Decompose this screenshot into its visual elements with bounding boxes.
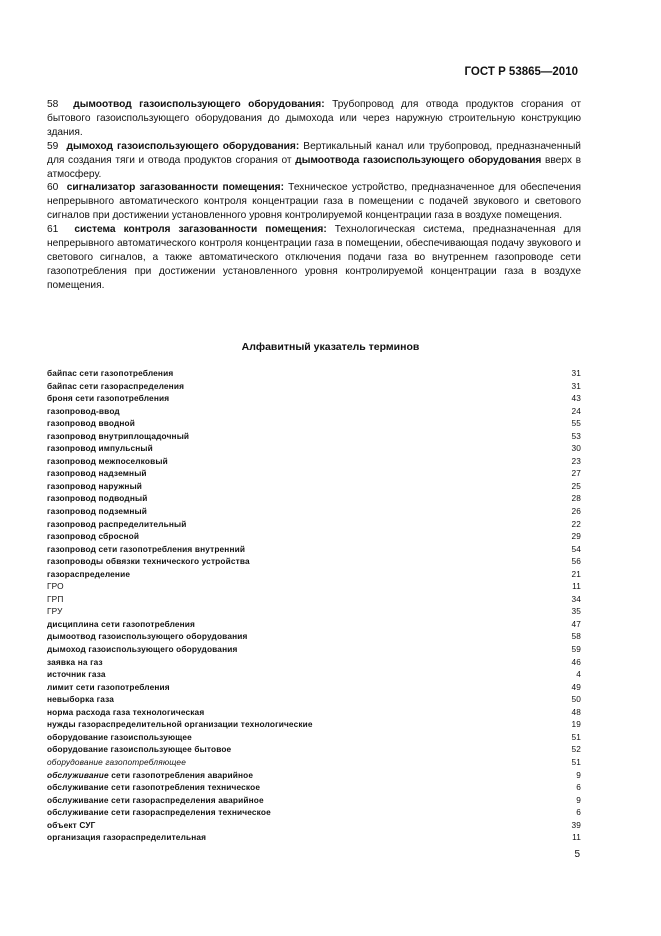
index-entry <box>47 605 581 618</box>
index-entry <box>47 819 581 832</box>
index-page-ref: 48 <box>571 706 581 717</box>
definition-term: дымоотвод газоиспользующего оборудования: <box>73 99 325 110</box>
index-page-ref: 47 <box>571 618 581 629</box>
definition-text: Трубопровод для отвода продуктов сгорания от бытового газоиспользующего оборудования до дымохода или через наружную строительную конструкцию здания. <box>47 99 581 138</box>
index-entry <box>47 731 581 744</box>
index-page-ref: 53 <box>571 430 581 441</box>
index-entry <box>47 806 581 819</box>
index-page-ref: 6 <box>576 807 581 818</box>
index-page-ref: 9 <box>576 769 581 780</box>
index-entry <box>47 618 581 631</box>
index-page-ref: 25 <box>571 480 581 491</box>
index-entry <box>47 756 581 769</box>
definitions-block <box>47 98 581 293</box>
index-term: дисциплина сети газопотребления <box>47 618 196 629</box>
index-entry <box>47 505 581 518</box>
index-term: обслуживание сети газораспределения техническое <box>47 807 271 818</box>
index-page-ref: 55 <box>571 418 581 429</box>
index-term: газопровод сбросной <box>47 531 140 542</box>
index-entry <box>47 518 581 531</box>
index-term: невыборка газа <box>47 694 115 705</box>
definition-61 <box>47 223 581 293</box>
index-term: обслуживание сети газопотребления техническое <box>47 782 261 793</box>
index-term: байпас сети газопотребления <box>47 368 174 378</box>
index-entry <box>47 693 581 706</box>
index-page-ref: 23 <box>571 455 581 466</box>
index-page-ref: 6 <box>576 782 581 793</box>
index-term: броня сети газопотребления <box>47 393 170 404</box>
index-term: газопровод подводный <box>47 493 148 504</box>
index-term: газопровод подземный <box>47 506 148 517</box>
definition-number: 60 <box>47 182 59 194</box>
index-term: обслуживание сети газораспределения аварийное <box>47 794 264 805</box>
index-entry <box>47 681 581 694</box>
index-title: Алфавитный указатель терминов <box>241 341 420 353</box>
index-page-ref: 9 <box>576 794 581 805</box>
index-term: дымоотвод газоиспользующего оборудования <box>47 631 248 642</box>
index-page-ref: 51 <box>571 756 581 767</box>
index-term: газопровод-ввод <box>47 405 120 416</box>
index-page-ref: 29 <box>571 531 581 542</box>
page-number: 5 <box>574 849 580 860</box>
index-entry <box>47 367 581 380</box>
definition-59 <box>47 140 581 182</box>
index-page-ref: 49 <box>571 681 581 692</box>
index-term: источник газа <box>47 669 106 680</box>
alphabetical-index <box>47 367 581 844</box>
index-term-rest: сети газопотребления аварийное <box>108 769 254 780</box>
index-page-ref: 22 <box>571 518 581 529</box>
index-page-ref: 21 <box>571 568 581 579</box>
index-page-ref: 43 <box>571 393 581 404</box>
index-page-ref: 24 <box>571 405 581 416</box>
index-entry <box>47 555 581 568</box>
index-entry <box>47 630 581 643</box>
index-term: лимит сети газопотребления <box>47 681 170 692</box>
index-entry <box>47 718 581 731</box>
index-page-ref: 4 <box>576 669 581 680</box>
document-code: ГОСТ Р 53865—2010 <box>464 66 578 78</box>
definition-text: вверх в атмосферу. <box>47 154 582 180</box>
index-entry <box>47 781 581 794</box>
definition-inline-term: дымоотвода газоиспользующего оборудования <box>295 154 542 166</box>
index-entry <box>47 405 581 418</box>
index-entry <box>47 593 581 606</box>
definition-number: 59 <box>47 140 59 152</box>
index-page-ref: 50 <box>571 694 581 705</box>
index-term: оборудование газопотребляющее <box>47 756 186 767</box>
index-entry <box>47 530 581 543</box>
index-term: нужды газораспределительной организации технологические <box>47 719 313 730</box>
definition-58 <box>47 98 581 140</box>
index-entry <box>47 656 581 669</box>
index-entry <box>47 543 581 556</box>
index-term: оборудование газоиспользующее <box>47 731 192 742</box>
index-page-ref: 34 <box>571 593 581 604</box>
index-entry <box>47 480 581 493</box>
index-term: оборудование газоиспользующее бытовое <box>47 744 232 755</box>
index-term <box>47 769 253 782</box>
index-entry <box>47 455 581 468</box>
index-entry <box>47 580 581 593</box>
index-page-ref: 51 <box>571 731 581 742</box>
index-term: газопровод надземный <box>47 468 147 479</box>
index-page-ref: 28 <box>571 493 581 504</box>
index-term: газопровод сети газопотребления внутренний <box>47 543 246 554</box>
index-entry <box>47 392 581 405</box>
index-term: газопровод импульсный <box>47 443 153 454</box>
index-entry <box>47 430 581 443</box>
index-term: байпас сети газораспределения <box>47 380 185 391</box>
index-page-ref: 19 <box>571 719 581 730</box>
definition-term: сигнализатор загазованности помещения: <box>66 182 284 194</box>
index-entry <box>47 668 581 681</box>
index-page-ref: 30 <box>571 443 581 454</box>
index-page-ref: 59 <box>571 644 581 655</box>
index-entry <box>47 794 581 807</box>
index-term: норма расхода газа технологическая <box>47 706 205 717</box>
index-term: газопровод распределительный <box>47 518 187 529</box>
index-entry <box>47 769 581 782</box>
definition-number: 61 <box>47 224 59 236</box>
index-page-ref: 46 <box>571 656 581 667</box>
definition-term: система контроля загазованности помещения: <box>74 224 327 236</box>
index-term: ГРП <box>47 593 64 604</box>
definition-term: дымоход газоиспользующего оборудования: <box>66 140 300 152</box>
index-entry <box>47 831 581 844</box>
index-entry <box>47 442 581 455</box>
index-entry <box>47 467 581 480</box>
definition-60 <box>47 181 581 223</box>
index-term: газопровод межпоселковый <box>47 455 168 466</box>
index-entry <box>47 706 581 719</box>
index-page-ref: 31 <box>571 368 581 378</box>
index-page-ref: 35 <box>571 606 581 617</box>
index-page-ref: 27 <box>571 468 581 479</box>
definition-text: Технологическая система, предназначенная для непрерывного автоматического контроля концентрации газа в помещении, обеспечивающая подачу звукового и светового сигналов, а также автоматического отключения подачи газа во внутреннем газопроводе сети газопотребления при достижении установленного уровня контролируемой концентрации газа в воздухе помещения. <box>47 224 581 291</box>
index-term: дымоход газоиспользующего оборудования <box>47 644 238 655</box>
index-page-ref: 31 <box>571 380 581 391</box>
index-term: ГРО <box>47 581 64 592</box>
index-page-ref: 11 <box>572 832 581 843</box>
index-page-ref: 56 <box>571 556 581 567</box>
index-page-ref: 26 <box>571 506 581 517</box>
index-term: организация газораспределительная <box>47 832 207 843</box>
index-term: заявка на газ <box>47 656 103 667</box>
index-term: газораспределение <box>47 568 131 579</box>
definition-text: Вертикальный канал или трубопровод, предназначенный для создания тяги и отвода продуктов сгорания от <box>47 140 581 166</box>
index-entry <box>47 492 581 505</box>
index-term: газопроводы обвязки технического устройства <box>47 556 250 567</box>
index-entry <box>47 568 581 581</box>
definition-text: Техническое устройство, предназначенное для обеспечения непрерывного автоматического контроля концентрации газа в помещении с подачей звукового и светового сигналов при достижении установленного уровня контролируемой концентрации газа в воздухе помещения. <box>47 182 581 222</box>
index-term: объект СУГ <box>47 819 96 830</box>
index-page-ref: 54 <box>571 543 581 554</box>
index-page-ref: 58 <box>571 631 581 642</box>
definition-number: 58 <box>47 99 59 110</box>
index-page-ref: 11 <box>572 581 581 592</box>
index-term: ГРУ <box>47 606 63 617</box>
index-entry <box>47 743 581 756</box>
index-entry <box>47 643 581 656</box>
index-term: газопровод внутриплощадочный <box>47 430 190 441</box>
index-term: газопровод наружный <box>47 480 143 491</box>
index-entry <box>47 417 581 430</box>
index-entry <box>47 380 581 393</box>
index-page-ref: 52 <box>571 744 581 755</box>
index-term: газопровод вводной <box>47 418 136 429</box>
index-page-ref: 39 <box>571 819 581 830</box>
index-term-italic: обслуживание <box>47 769 109 780</box>
